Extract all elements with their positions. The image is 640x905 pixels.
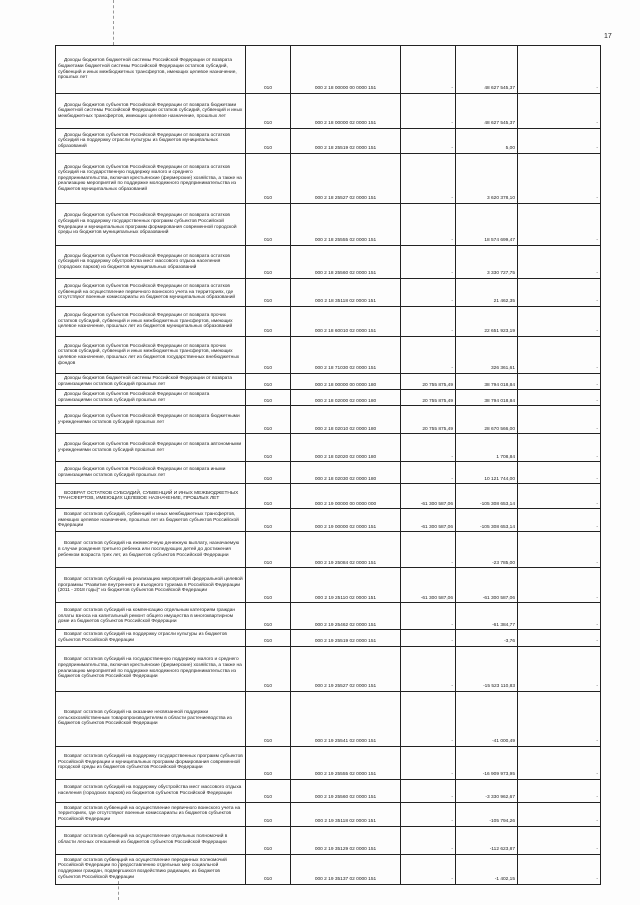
row-value-col5: 48 627 545,37: [456, 46, 518, 94]
row-value-col4: -: [401, 691, 456, 746]
table-row: [56, 568, 601, 603]
row-value-col5: -112 623,87: [456, 826, 518, 854]
page-number: 17: [604, 33, 612, 40]
row-value-col5: -61 384,77: [456, 603, 518, 630]
row-description: Доходы бюджетов субъектов Российской Федерации от возврата прочих остатков субсидий, субвенций и иных межбюджетных трансфертов, имеющих целевое назначение, прошлых лет из бюджетов муниципальных образований: [56, 307, 246, 337]
row-code: 010: [246, 646, 291, 691]
row-description: Доходы бюджетов субъектов Российской Федерации от возврата автономными учреждениями остатков субсидий прошлых лет: [56, 434, 246, 462]
row-code: 010: [246, 826, 291, 854]
row-description: Доходы бюджетов субъектов Российской Федерации от возврата остатков субвенций на осуществление первичного воинского учета на территориях, где отсутствуют военные комиссариаты из бюджетов муниципальных образований: [56, 279, 246, 307]
row-budget-code: 000 2 18 25527 02 0000 151: [291, 154, 401, 204]
row-value-col6: -: [518, 509, 601, 532]
row-budget-code: 000 2 19 25462 02 0000 151: [291, 603, 401, 630]
row-code: 010: [246, 854, 291, 884]
row-code: 010: [246, 374, 291, 390]
table-row: [56, 406, 601, 434]
table-row: [56, 434, 601, 462]
table-row: [56, 532, 601, 568]
table-row: [56, 279, 601, 307]
row-budget-code: 000 2 19 25110 02 0000 151: [291, 568, 401, 603]
row-value-col4: -61 300 587,06: [401, 568, 456, 603]
row-description: Возврат остатков субсидий, субвенций и иных межбюджетных трансфертов, имеющих целевое назначение, прошлых лет из бюджетов субъектов Российской Федерации: [56, 509, 246, 532]
row-value-col4: -: [401, 603, 456, 630]
table-row: [56, 854, 601, 884]
row-code: 010: [246, 603, 291, 630]
row-budget-code: 000 2 18 35118 02 0000 151: [291, 279, 401, 307]
row-value-col4: -: [401, 337, 456, 374]
row-value-col4: -: [401, 630, 456, 646]
row-value-col5: 10 121 744,00: [456, 462, 518, 484]
row-value-col5: 28 670 566,00: [456, 406, 518, 434]
row-value-col4: -: [401, 462, 456, 484]
row-value-col6: -: [518, 337, 601, 374]
row-value-col6: -: [518, 246, 601, 279]
row-code: 010: [246, 154, 291, 204]
row-budget-code: 000 2 18 25560 02 0000 151: [291, 246, 401, 279]
row-budget-code: 000 2 19 35129 02 0000 151: [291, 826, 401, 854]
row-description: Доходы бюджетов бюджетной системы Российской Федерации от возврата бюджетами бюджетной системы Российской Федерации остатков субсидий, субвенций и иных межбюджетных трансфертов, имеющих целевое назначение, прошлых лет: [56, 46, 246, 94]
row-value-col6: -: [518, 603, 601, 630]
row-description: Возврат остатков субсидий на государственную поддержку малого и среднего предпринимательства, включая крестьянские (фермерские) хозяйства, а также на реализацию мероприятий по поддержке молодежного предпринимательства из бюджетов субъектов Российской Федерации: [56, 646, 246, 691]
table-row: [56, 802, 601, 826]
row-value-col4: -: [401, 532, 456, 568]
row-value-col6: -: [518, 532, 601, 568]
row-code: 010: [246, 462, 291, 484]
row-value-col5: -23 785,00: [456, 532, 518, 568]
row-budget-code: 000 2 19 25555 02 0000 151: [291, 746, 401, 779]
row-value-col4: -: [401, 129, 456, 154]
row-value-col6: -: [518, 46, 601, 94]
row-description: Возврат остатков субвенций на осуществление первичного воинского учета на территориях, где отсутствуют военные комиссариаты из бюджетов субъектов Российской Федерации: [56, 802, 246, 826]
row-description: ВОЗВРАТ ОСТАТКОВ СУБСИДИЙ, СУБВЕНЦИЙ И ИНЫХ МЕЖБЮДЖЕТНЫХ ТРАНСФЕРТОВ, ИМЕЮЩИХ ЦЕЛЕВОЕ НАЗНАЧЕНИЕ, ПРОШЛЫХ ЛЕТ: [56, 484, 246, 509]
row-value-col5: 48 627 545,37: [456, 94, 518, 129]
row-value-col4: -: [401, 246, 456, 279]
row-value-col6: -: [518, 374, 601, 390]
table-row: [56, 603, 601, 630]
row-value-col5: 3 330 727,75: [456, 246, 518, 279]
row-code: 010: [246, 484, 291, 509]
table-row: [56, 204, 601, 246]
row-value-col4: -: [401, 46, 456, 94]
row-code: 010: [246, 630, 291, 646]
row-code: 010: [246, 279, 291, 307]
row-description: Доходы бюджетов субъектов Российской Федерации от возврата организациями остатков субсидий прошлых лет: [56, 390, 246, 406]
row-code: 010: [246, 94, 291, 129]
row-budget-code: 000 2 19 35118 02 0000 151: [291, 802, 401, 826]
row-code: 010: [246, 337, 291, 374]
row-budget-code: 000 2 19 25560 02 0000 151: [291, 779, 401, 802]
table-row: [56, 46, 601, 94]
row-value-col4: 20 755 875,49: [401, 374, 456, 390]
row-budget-code: 000 2 19 25541 02 0000 151: [291, 691, 401, 746]
row-code: 010: [246, 406, 291, 434]
row-value-col6: -: [518, 406, 601, 434]
row-value-col6: -: [518, 462, 601, 484]
row-value-col5: 3 620 378,10: [456, 154, 518, 204]
row-value-col5: -3,76: [456, 630, 518, 646]
row-description: Доходы бюджетов субъектов Российской Федерации от возврата иными организациями остатков субсидий прошлых лет: [56, 462, 246, 484]
row-budget-code: 000 2 19 25084 02 0000 151: [291, 532, 401, 568]
row-value-col4: -: [401, 746, 456, 779]
row-budget-code: 000 2 18 02030 02 0000 180: [291, 462, 401, 484]
row-value-col6: -: [518, 94, 601, 129]
row-description: Доходы бюджетов субъектов Российской Федерации от возврата прочих остатков субсидий, субвенций и иных межбюджетных трансфертов, имеющих целевое назначение, прошлых лет из бюджетов государственных внебюджетных фондов: [56, 337, 246, 374]
row-budget-code: 000 2 18 25519 02 0000 151: [291, 129, 401, 154]
row-value-col6: -: [518, 779, 601, 802]
row-value-col5: -61 300 587,06: [456, 568, 518, 603]
row-budget-code: 000 2 18 25555 02 0000 151: [291, 204, 401, 246]
row-budget-code: 000 2 18 71030 02 0000 151: [291, 337, 401, 374]
row-value-col5: -1 402,15: [456, 854, 518, 884]
row-code: 010: [246, 746, 291, 779]
row-value-col6: -: [518, 646, 601, 691]
row-value-col5: -105 308 653,14: [456, 509, 518, 532]
row-budget-code: 000 2 19 00000 00 0000 000: [291, 484, 401, 509]
row-value-col5: -3 330 962,67: [456, 779, 518, 802]
row-value-col4: -: [401, 854, 456, 884]
row-code: 010: [246, 129, 291, 154]
row-budget-code: 000 2 19 35137 02 0000 151: [291, 854, 401, 884]
table-row: [56, 646, 601, 691]
row-description: Возврат остатков субвенций на осуществление переданных полномочий Российской Федерации по предоставлению отдельных мер социальной поддержки граждан, подвергшихся воздействию радиации, из бюджетов субъектов Российской Федерации: [56, 854, 246, 884]
row-value-col5: 38 794 018,84: [456, 374, 518, 390]
row-description: Возврат остатков субсидий на компенсацию отдельным категориям граждан оплаты взноса на капитальный ремонт общего имущества в многоквартирном доме из бюджетов субъектов Российской Федерации: [56, 603, 246, 630]
row-value-col4: -: [401, 802, 456, 826]
row-code: 010: [246, 434, 291, 462]
row-code: 010: [246, 802, 291, 826]
row-value-col4: -61 300 587,06: [401, 484, 456, 509]
row-value-col6: -: [518, 854, 601, 884]
row-code: 010: [246, 568, 291, 603]
row-value-col5: 21 462,35: [456, 279, 518, 307]
row-code: 010: [246, 532, 291, 568]
row-value-col5: 326 361,61: [456, 337, 518, 374]
row-budget-code: 000 2 18 00000 02 0000 151: [291, 94, 401, 129]
row-value-col4: -: [401, 204, 456, 246]
row-code: 010: [246, 46, 291, 94]
table-row: [56, 94, 601, 129]
row-code: 010: [246, 307, 291, 337]
row-value-col6: -: [518, 826, 601, 854]
row-code: 010: [246, 779, 291, 802]
row-value-col6: -: [518, 204, 601, 246]
row-budget-code: 000 2 18 02000 02 0000 180: [291, 390, 401, 406]
row-code: 010: [246, 246, 291, 279]
row-value-col6: -: [518, 129, 601, 154]
row-value-col5: -15 523 110,83: [456, 646, 518, 691]
row-value-col6: -: [518, 279, 601, 307]
row-description: Возврат остатков субсидий на поддержку государственных программ субъектов Российской Федерации и муниципальных программ формирования современной городской среды из бюджетов субъектов Российской Федерации: [56, 746, 246, 779]
row-description: Возврат остатков субсидий на ежемесячную денежную выплату, назначаемую в случае рождения третьего ребенка или последующих детей до достижения ребенком возраста трех лет, из бюджетов субъектов Российской Федерации: [56, 532, 246, 568]
row-budget-code: 000 2 18 60010 02 0000 151: [291, 307, 401, 337]
table-row: [56, 746, 601, 779]
row-budget-code: 000 2 18 00000 00 0000 180: [291, 374, 401, 390]
row-value-col6: -: [518, 434, 601, 462]
row-value-col6: -: [518, 630, 601, 646]
row-value-col5: 5,00: [456, 129, 518, 154]
table-row: [56, 374, 601, 390]
row-value-col5: 18 574 699,47: [456, 204, 518, 246]
row-code: 010: [246, 691, 291, 746]
row-description: Доходы бюджетов субъектов Российской Федерации от возврата остатков субсидий на поддержку отрасли культуры из бюджетов муниципальных образований: [56, 129, 246, 154]
row-value-col4: -: [401, 779, 456, 802]
table-row: [56, 630, 601, 646]
row-budget-code: 000 2 18 02010 02 0000 180: [291, 406, 401, 434]
row-description: Доходы бюджетов субъектов Российской Федерации от возврата бюджетными учреждениями остатков субсидий прошлых лет: [56, 406, 246, 434]
row-budget-code: 000 2 18 00000 00 0000 151: [291, 46, 401, 94]
row-value-col4: -: [401, 154, 456, 204]
row-value-col4: -: [401, 279, 456, 307]
row-value-col5: -16 909 973,95: [456, 746, 518, 779]
table-row: [56, 484, 601, 509]
revenue-table: [55, 45, 601, 885]
table-row: [56, 390, 601, 406]
row-value-col4: -: [401, 646, 456, 691]
row-budget-code: 000 2 19 25519 02 0000 151: [291, 630, 401, 646]
row-value-col6: -: [518, 691, 601, 746]
row-value-col6: -: [518, 802, 601, 826]
row-description: Возврат остатков субсидий на реализацию мероприятий федеральной целевой программы "Развитие внутреннего и въездного туризма в Российской Федерации (2011 - 2018 годы)" из бюджетов субъектов Российской Федерации: [56, 568, 246, 603]
scan-margin-line: [113, 0, 114, 45]
row-description: Возврат остатков субсидий на поддержку обустройства мест массового отдыха населения (городских парков) из бюджетов субъектов Российской Федерации: [56, 779, 246, 802]
row-value-col4: -: [401, 826, 456, 854]
row-value-col4: 20 755 875,49: [401, 406, 456, 434]
table-row: [56, 509, 601, 532]
row-value-col5: 1 708,84: [456, 434, 518, 462]
row-budget-code: 000 2 18 02020 02 0000 180: [291, 434, 401, 462]
row-value-col5: 38 794 018,84: [456, 390, 518, 406]
row-budget-code: 000 2 19 00000 02 0000 151: [291, 509, 401, 532]
row-code: 010: [246, 390, 291, 406]
row-value-col5: -105 308 653,14: [456, 484, 518, 509]
row-description: Возврат остатков субсидий на оказание несвязанной поддержки сельскохозяйственным товаропроизводителям в области растениеводства из бюджетов субъектов Российской Федерации: [56, 691, 246, 746]
table-row: [56, 337, 601, 374]
row-value-col6: -: [518, 568, 601, 603]
table-row: [56, 154, 601, 204]
row-value-col5: 22 651 923,19: [456, 307, 518, 337]
row-code: 010: [246, 509, 291, 532]
row-value-col5: -41 000,49: [456, 691, 518, 746]
table-row: [56, 462, 601, 484]
row-value-col4: -61 300 587,06: [401, 509, 456, 532]
row-description: Возврат остатков субсидий на поддержку отрасли культуры из бюджетов субъектов Российской Федерации: [56, 630, 246, 646]
row-value-col6: -: [518, 307, 601, 337]
row-value-col4: 20 755 875,49: [401, 390, 456, 406]
row-description: Доходы бюджетов субъектов Российской Федерации от возврата остатков субсидий на поддержку государственных программ субъектов Российской Федерации и муниципальных программ формирования современной городской среды из бюджетов муниципальных образований: [56, 204, 246, 246]
row-description: Возврат остатков субвенций на осуществление отдельных полномочий в области лесных отношений из бюджетов субъектов Российской Федерации: [56, 826, 246, 854]
table-row: [56, 307, 601, 337]
table-row: [56, 826, 601, 854]
row-value-col6: -: [518, 746, 601, 779]
table-row: [56, 129, 601, 154]
row-code: 010: [246, 204, 291, 246]
table-row: [56, 246, 601, 279]
row-description: Доходы бюджетов субъектов Российской Федерации от возврата остатков субсидий на поддержку обустройства мест массового отдыха населения (городских парков) из бюджетов муниципальных образований: [56, 246, 246, 279]
row-value-col4: -: [401, 434, 456, 462]
row-value-col6: -: [518, 484, 601, 509]
row-value-col4: -: [401, 94, 456, 129]
row-description: Доходы бюджетов субъектов Российской Федерации от возврата остатков субсидий на государственную поддержку малого и среднего предпринимательства, включая крестьянские (фермерские) хозяйства, а также на реализацию мероприятий по поддержке молодежного предпринимательства из бюджетов муниципальных образований: [56, 154, 246, 204]
row-value-col4: -: [401, 307, 456, 337]
row-description: Доходы бюджетов субъектов Российской Федерации от возврата бюджетами бюджетной системы Российской Федерации остатков субсидий, субвенций и иных межбюджетных трансфертов, имеющих целевое назначение, прошлых лет: [56, 94, 246, 129]
row-description: Доходы бюджетов бюджетной системы Российской Федерации от возврата организациями остатков субсидий прошлых лет: [56, 374, 246, 390]
table-row: [56, 779, 601, 802]
row-budget-code: 000 2 19 25527 02 0000 151: [291, 646, 401, 691]
table-row: [56, 691, 601, 746]
row-value-col6: -: [518, 154, 601, 204]
row-value-col6: -: [518, 390, 601, 406]
row-value-col5: -105 794,26: [456, 802, 518, 826]
